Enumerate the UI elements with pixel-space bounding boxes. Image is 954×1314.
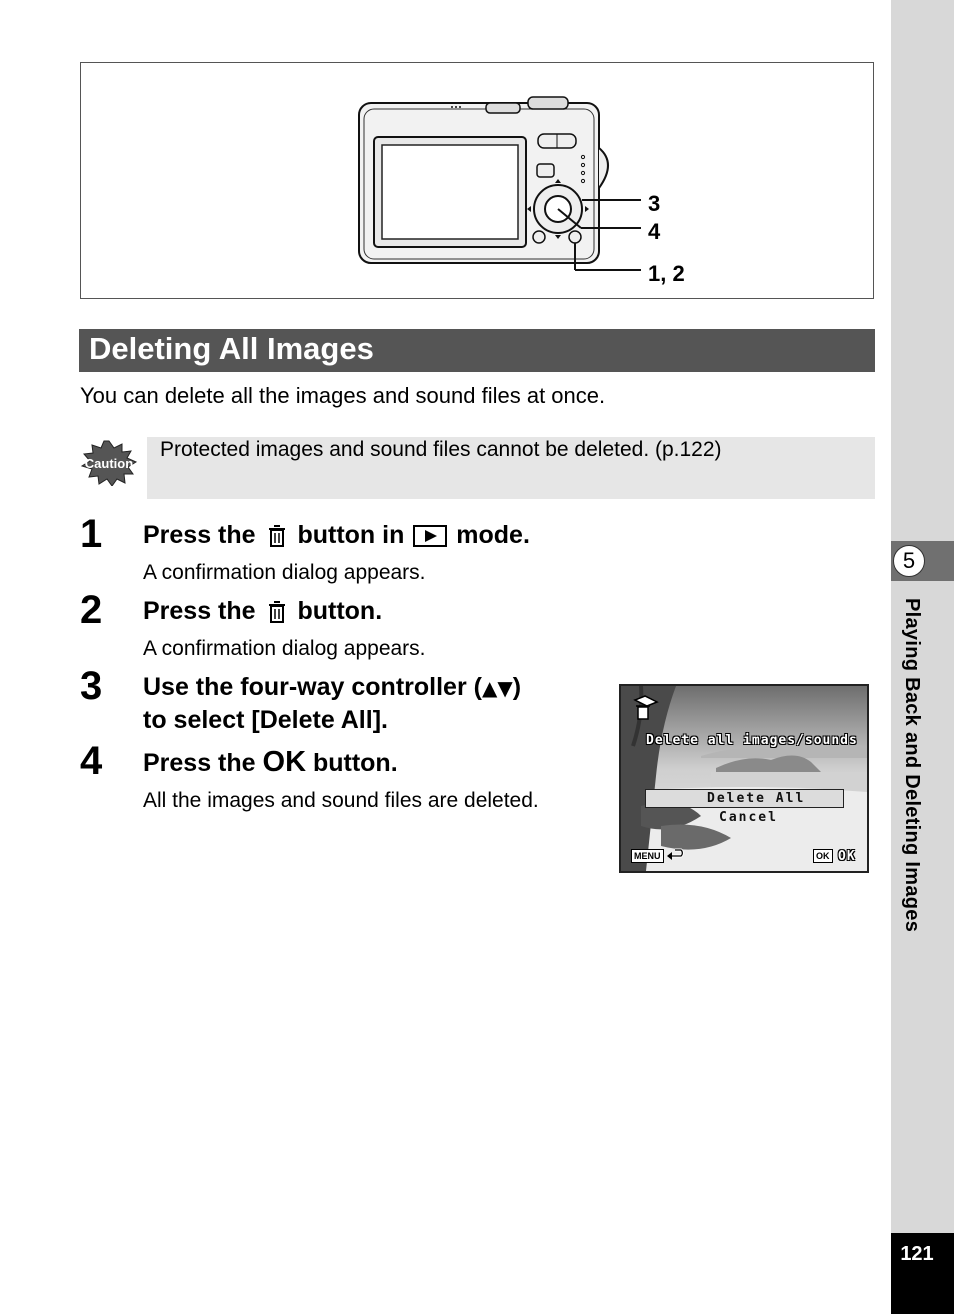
playback-icon <box>411 524 449 548</box>
step-number: 1 <box>80 512 103 556</box>
step-text: button. <box>297 597 383 625</box>
menu-badge: MENU <box>631 849 664 863</box>
trash-icon <box>263 600 291 624</box>
page-number: 121 <box>900 1243 934 1265</box>
lcd-prompt: Delete all images/sounds <box>646 733 858 748</box>
ok-badge: OK <box>813 849 833 863</box>
step-4-result: All the images and sound files are deleted. <box>143 789 539 812</box>
step-3-heading-line1 <box>143 673 521 702</box>
caution-text: Protected images and sound files cannot be deleted. (p.122) <box>160 438 722 461</box>
trash-icon <box>263 524 291 548</box>
ok-label: OK <box>838 849 856 864</box>
step-text: Use the four-way controller ( <box>143 673 482 701</box>
callout-step-3: 3 <box>648 191 661 216</box>
step-1-heading <box>143 521 530 550</box>
camera-back-illustration <box>81 63 873 298</box>
section-title: Deleting All Images <box>89 331 374 366</box>
step-2-result: A confirmation dialog appears. <box>143 637 426 660</box>
svg-text:Caution: Caution <box>84 456 134 471</box>
step-text: mode. <box>456 521 530 549</box>
step-text: button in <box>297 521 405 549</box>
step-text: button. <box>312 749 398 777</box>
callout-step-1-2: 1, 2 <box>648 261 685 286</box>
step-1-result: A confirmation dialog appears. <box>143 561 426 584</box>
step-number: 3 <box>80 664 103 708</box>
lcd-screen-preview <box>619 684 869 873</box>
ok-button-icon: OK <box>262 746 307 778</box>
back-arrow-icon <box>665 848 687 862</box>
callout-step-4: 4 <box>648 219 661 244</box>
intro-text: You can delete all the images and sound files at once. <box>80 383 606 408</box>
up-down-arrows-icon: ▲▼ <box>481 676 513 700</box>
step-text: Press the <box>143 521 256 549</box>
step-text: Press the <box>143 597 256 625</box>
step-2-heading <box>143 597 382 626</box>
chapter-title: Playing Back and Deleting Images <box>901 598 923 933</box>
caution-icon <box>80 440 138 486</box>
chapter-number: 5 <box>893 545 925 577</box>
lcd-option-delete-all[interactable]: Delete All <box>707 791 806 806</box>
delete-all-menu-icon <box>629 694 663 722</box>
step-text: Press the <box>143 749 256 777</box>
step-4-heading <box>143 746 398 779</box>
step-number: 2 <box>80 588 103 632</box>
lcd-option-cancel[interactable]: Cancel <box>719 810 778 825</box>
step-3-heading-line2: to select [Delete All]. <box>143 706 388 734</box>
step-text: ) <box>512 673 522 701</box>
step-number: 4 <box>80 739 103 783</box>
